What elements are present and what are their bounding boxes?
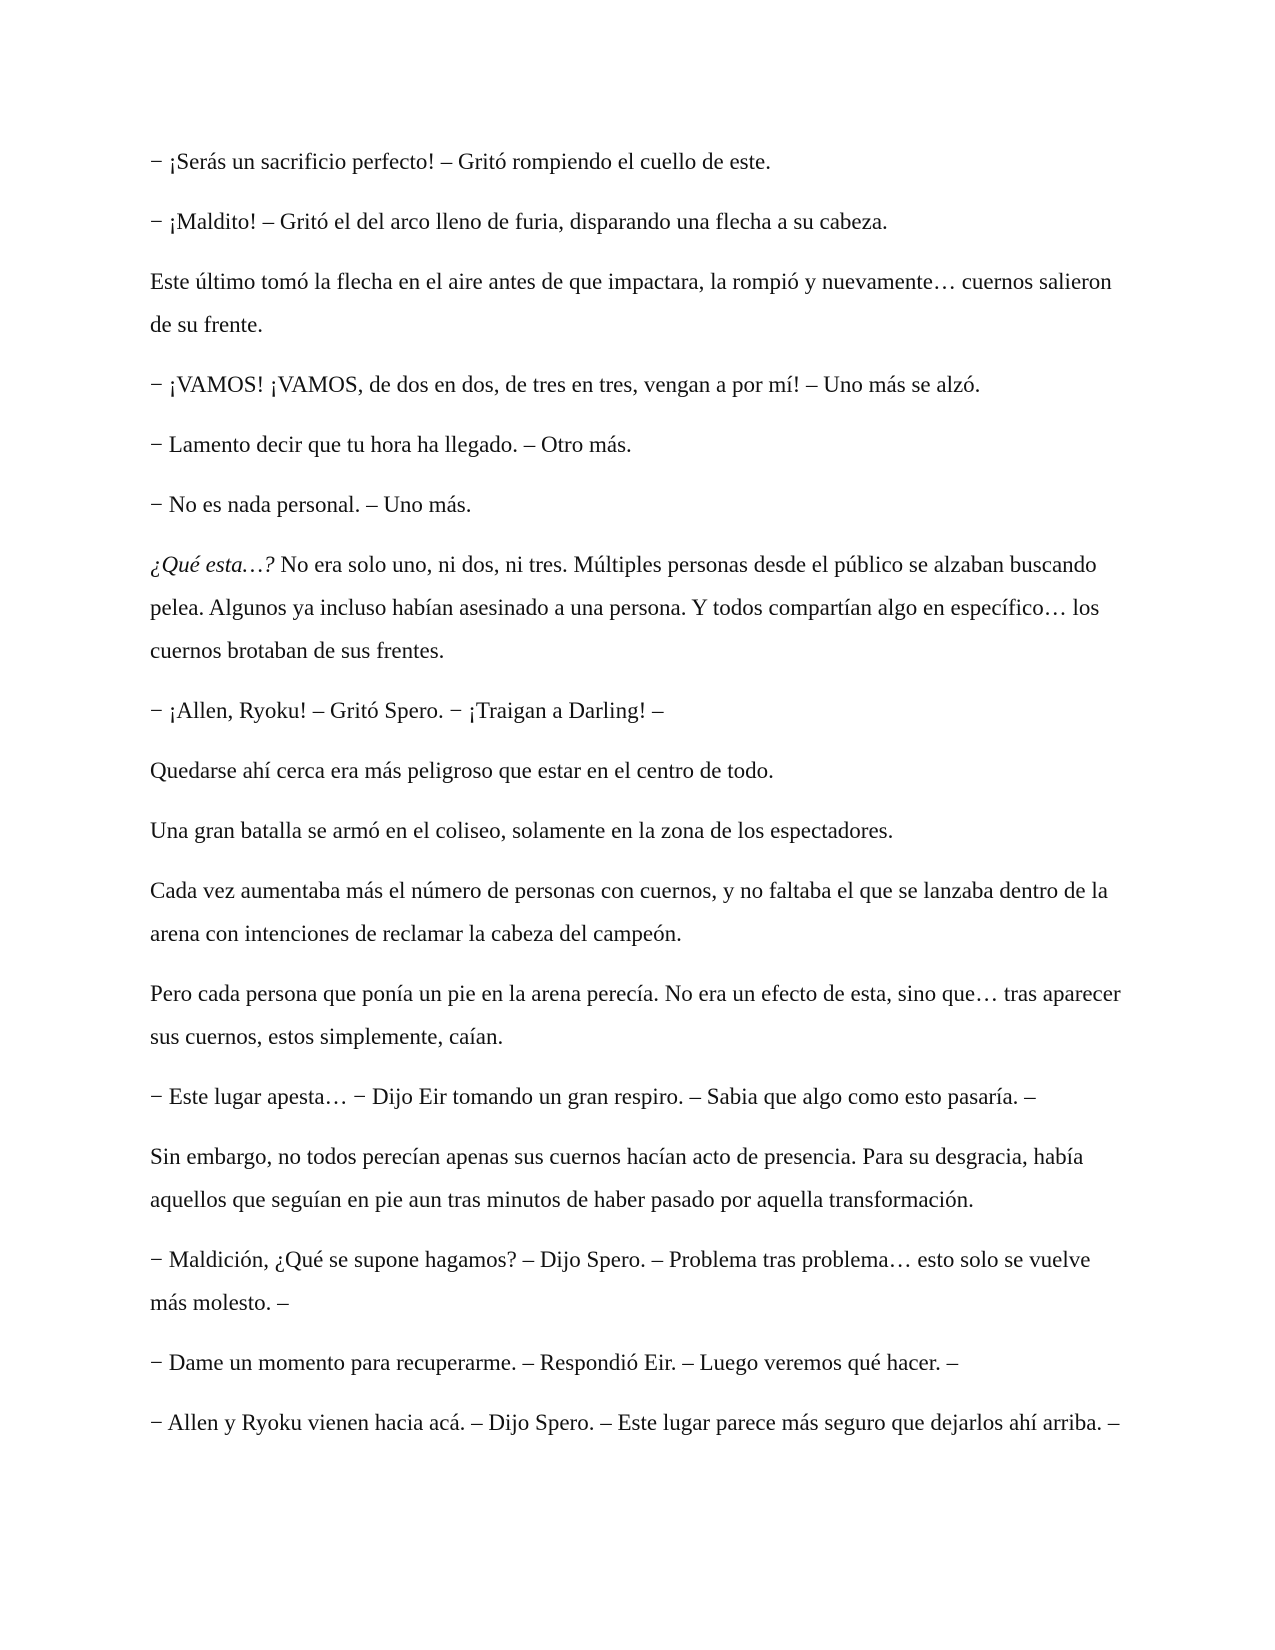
paragraph-text: No era solo uno, ni dos, ni tres. Múltiples personas desde el público se alzaban buscando pelea. Algunos ya incluso habían asesinado a una persona. Y todos compartían algo en específico… los cuernos brotaban de sus frentes. <box>150 552 1100 663</box>
paragraph: − ¡Serás un sacrificio perfecto! – Gritó rompiendo el cuello de este. <box>150 149 771 174</box>
paragraph: − No es nada personal. – Uno más. <box>150 492 472 517</box>
paragraph: Pero cada persona que ponía un pie en la arena perecía. No era un efecto de esta, sino que… tras aparecer sus cuernos, estos simplemente, caían. <box>150 981 1121 1049</box>
paragraph: Quedarse ahí cerca era más peligroso que estar en el centro de todo. <box>150 758 774 783</box>
paragraph: Una gran batalla se armó en el coliseo, solamente en la zona de los espectadores. <box>150 818 894 843</box>
paragraph: − ¡Maldito! – Gritó el del arco lleno de furia, disparando una flecha a su cabeza. <box>150 209 888 234</box>
paragraph: − Maldición, ¿Qué se supone hagamos? – Dijo Spero. – Problema tras problema… esto solo se vuelve más molesto. – <box>150 1247 1091 1315</box>
paragraph: Cada vez aumentaba más el número de personas con cuernos, y no faltaba el que se lanzaba dentro de la arena con intenciones de reclamar la cabeza del campeón. <box>150 878 1108 946</box>
italic-thought: ¿Qué esta…? <box>150 552 275 577</box>
paragraph: − ¡VAMOS! ¡VAMOS, de dos en dos, de tres en tres, vengan a por mí! – Uno más se alzó. <box>150 372 981 397</box>
paragraph <box>150 543 1125 672</box>
paragraph: − ¡Allen, Ryoku! – Gritó Spero. − ¡Traigan a Darling! – <box>150 698 664 723</box>
paragraph: − Este lugar apesta… − Dijo Eir tomando un gran respiro. – Sabia que algo como esto pasaría. – <box>150 1084 1036 1109</box>
paragraph: − Dame un momento para recuperarme. – Respondió Eir. – Luego veremos qué hacer. – <box>150 1350 959 1375</box>
paragraph: − Allen y Ryoku vienen hacia acá. – Dijo Spero. – Este lugar parece más seguro que dejarlos ahí arriba. – <box>150 1410 1120 1435</box>
paragraph: − Lamento decir que tu hora ha llegado. – Otro más. <box>150 432 632 457</box>
paragraph: Este último tomó la flecha en el aire antes de que impactara, la rompió y nuevamente… cuernos salieron de su frente. <box>150 269 1112 337</box>
paragraph: Sin embargo, no todos perecían apenas sus cuernos hacían acto de presencia. Para su desgracia, había aquellos que seguían en pie aun tras minutos de haber pasado por aquella transformación. <box>150 1144 1084 1212</box>
document-page <box>150 140 1125 1461</box>
